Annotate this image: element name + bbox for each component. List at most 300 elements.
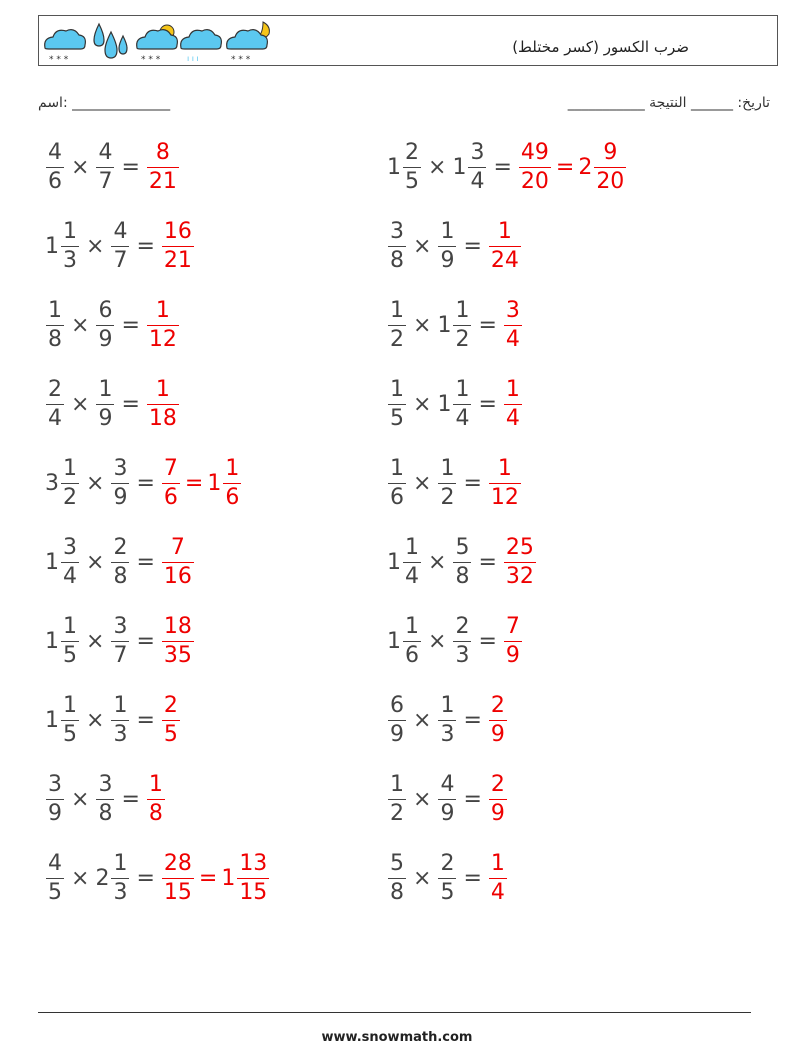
equals-sign: = <box>478 312 497 338</box>
denominator: 6 <box>163 484 178 510</box>
numerator: 7 <box>163 455 178 481</box>
denominator: 2 <box>390 800 404 826</box>
denominator: 9 <box>490 800 505 826</box>
mixed-number <box>437 692 457 747</box>
mixed-number <box>578 139 627 194</box>
fraction <box>96 376 114 431</box>
footer-url: www.snowmath.com <box>321 1030 473 1045</box>
numerator: 3 <box>505 297 520 323</box>
fraction <box>162 534 194 589</box>
denominator: 9 <box>98 405 113 431</box>
numerator: 28 <box>163 850 192 876</box>
mixed-number <box>518 139 552 194</box>
denominator: 7 <box>113 247 128 273</box>
worksheet-title: ضرب الكسور (كسر مختلط) <box>512 38 689 56</box>
times-sign: × <box>71 312 90 338</box>
whole-part: 1 <box>45 549 59 575</box>
mixed-number <box>488 692 508 747</box>
numerator: 3 <box>98 771 113 797</box>
denominator: 8 <box>98 800 113 826</box>
numerator: 5 <box>455 534 470 560</box>
fraction <box>162 455 180 510</box>
mixed-number <box>146 376 180 431</box>
fraction <box>403 139 421 194</box>
mixed-number <box>161 850 195 905</box>
mixed-number <box>437 376 472 431</box>
fraction <box>438 218 456 273</box>
fraction <box>453 297 471 352</box>
denominator: 9 <box>490 721 505 747</box>
mixed-number <box>45 534 80 589</box>
mixed-number <box>45 692 80 747</box>
times-sign: × <box>413 312 432 338</box>
mixed-number <box>387 297 407 352</box>
fraction <box>388 771 406 826</box>
equals-sign: = <box>198 865 218 891</box>
fraction <box>46 376 64 431</box>
mixed-number <box>95 376 115 431</box>
numerator: 4 <box>48 139 62 165</box>
mixed-number <box>503 297 523 352</box>
problem-19 <box>45 846 270 910</box>
mixed-number <box>110 613 130 668</box>
mixed-number <box>207 455 242 510</box>
numerator: 6 <box>390 692 404 718</box>
numerator: 2 <box>490 771 505 797</box>
denominator: 18 <box>148 405 177 431</box>
equals-sign: = <box>136 865 155 891</box>
fraction <box>489 771 507 826</box>
problem-17 <box>45 767 166 831</box>
equals-sign: = <box>136 233 155 259</box>
problem-12 <box>387 530 537 594</box>
numerator: 1 <box>505 376 520 402</box>
svg-text:ı ı ı: ı ı ı <box>187 54 199 63</box>
numerator: 2 <box>455 613 470 639</box>
fraction <box>504 297 522 352</box>
problem-6 <box>387 293 523 357</box>
problem-16 <box>387 688 508 752</box>
problem-4 <box>387 214 522 278</box>
problem-18 <box>387 767 508 831</box>
numerator: 1 <box>390 297 404 323</box>
numerator: 4 <box>98 139 113 165</box>
denominator: 21 <box>163 247 192 273</box>
mixed-number <box>452 613 472 668</box>
equals-sign: = <box>121 391 140 417</box>
problem-3 <box>45 214 195 278</box>
answer <box>146 376 180 431</box>
denominator: 2 <box>63 484 77 510</box>
numerator: 6 <box>98 297 113 323</box>
problem-11 <box>45 530 195 594</box>
denominator: 12 <box>148 326 177 352</box>
denominator: 4 <box>505 326 520 352</box>
denominator: 15 <box>239 879 268 905</box>
numerator: 13 <box>239 850 268 876</box>
denominator: 6 <box>405 642 419 668</box>
fraction <box>468 139 486 194</box>
times-sign: × <box>428 549 447 575</box>
problem-5 <box>45 293 180 357</box>
denominator: 8 <box>148 800 163 826</box>
fraction <box>504 613 522 668</box>
times-sign: × <box>413 707 432 733</box>
denominator: 20 <box>596 168 625 194</box>
denominator: 4 <box>455 405 470 431</box>
answer <box>518 139 627 194</box>
mixed-number <box>452 139 487 194</box>
mixed-number <box>95 297 115 352</box>
whole-part: 1 <box>437 312 452 338</box>
fraction <box>453 534 471 589</box>
numerator: 1 <box>155 376 170 402</box>
denominator: 7 <box>113 642 128 668</box>
denominator: 5 <box>63 721 77 747</box>
denominator: 4 <box>470 168 485 194</box>
denominator: 32 <box>505 563 534 589</box>
whole-part: 1 <box>387 154 401 180</box>
numerator: 2 <box>48 376 62 402</box>
numerator: 3 <box>48 771 62 797</box>
times-sign: × <box>86 233 105 259</box>
numerator: 1 <box>497 218 512 244</box>
denominator: 4 <box>63 563 77 589</box>
equals-sign: = <box>478 628 497 654</box>
denominator: 2 <box>390 326 404 352</box>
mixed-number <box>503 613 523 668</box>
answer <box>146 297 180 352</box>
fraction <box>489 692 507 747</box>
answer <box>503 297 523 352</box>
answer <box>488 218 522 273</box>
date-score-field: تاريخ: ______ النتيجة ___________ <box>567 95 770 111</box>
denominator: 8 <box>390 247 404 273</box>
numerator: 2 <box>490 692 505 718</box>
fraction <box>162 692 180 747</box>
fraction <box>388 692 406 747</box>
times-sign: × <box>413 233 432 259</box>
numerator: 1 <box>490 850 505 876</box>
numerator: 1 <box>455 297 470 323</box>
fraction <box>388 455 406 510</box>
mixed-number <box>387 376 407 431</box>
mixed-number <box>387 850 407 905</box>
answer <box>488 771 508 826</box>
fraction <box>96 771 114 826</box>
fraction <box>388 218 406 273</box>
whole-part: 1 <box>387 628 401 654</box>
denominator: 9 <box>98 326 113 352</box>
numerator: 1 <box>155 297 170 323</box>
svg-text:* * *: * * * <box>49 55 69 64</box>
denominator: 12 <box>490 484 519 510</box>
answer <box>503 376 523 431</box>
mixed-number <box>387 455 407 510</box>
numerator: 4 <box>440 771 455 797</box>
numerator: 3 <box>390 218 404 244</box>
mixed-number <box>387 771 407 826</box>
whole-part: 1 <box>437 391 452 417</box>
problem-14 <box>387 609 523 673</box>
denominator: 8 <box>48 326 62 352</box>
fraction <box>388 376 406 431</box>
mixed-number <box>387 613 422 668</box>
equals-sign: = <box>463 786 482 812</box>
equals-sign: = <box>121 312 140 338</box>
mixed-number <box>45 297 65 352</box>
numerator: 1 <box>440 692 455 718</box>
mixed-number <box>161 455 181 510</box>
mixed-number <box>146 297 180 352</box>
fraction <box>46 139 64 194</box>
numerator: 7 <box>505 613 520 639</box>
answer <box>503 613 523 668</box>
fraction <box>453 376 471 431</box>
denominator: 8 <box>113 563 128 589</box>
answer <box>161 850 270 905</box>
mixed-number <box>437 218 457 273</box>
numerator: 18 <box>163 613 192 639</box>
numerator: 7 <box>170 534 185 560</box>
fraction <box>61 218 79 273</box>
whole-part: 1 <box>45 628 59 654</box>
numerator: 1 <box>405 534 419 560</box>
times-sign: × <box>71 391 90 417</box>
weather-icons <box>41 18 271 64</box>
mixed-number <box>110 218 130 273</box>
denominator: 21 <box>148 168 177 194</box>
times-sign: × <box>71 865 90 891</box>
denominator: 9 <box>113 484 128 510</box>
fraction <box>594 139 626 194</box>
equals-sign: = <box>463 470 482 496</box>
numerator: 2 <box>113 534 128 560</box>
numerator: 4 <box>48 850 62 876</box>
whole-part: 2 <box>578 154 593 180</box>
denominator: 5 <box>48 879 62 905</box>
denominator: 5 <box>390 405 404 431</box>
fraction <box>147 771 165 826</box>
denominator: 3 <box>63 247 77 273</box>
fraction <box>61 613 79 668</box>
mixed-number <box>437 297 472 352</box>
denominator: 24 <box>490 247 519 273</box>
equals-sign: = <box>136 549 155 575</box>
denominator: 8 <box>390 879 404 905</box>
numerator: 1 <box>48 297 62 323</box>
mixed-number <box>45 455 80 510</box>
numerator: 2 <box>163 692 178 718</box>
equals-sign: = <box>463 865 482 891</box>
svg-text:* * *: * * * <box>141 55 161 64</box>
mixed-number <box>437 850 457 905</box>
fraction <box>147 297 179 352</box>
mixed-number <box>45 850 65 905</box>
denominator: 3 <box>113 879 128 905</box>
equals-sign: = <box>136 628 155 654</box>
fraction <box>111 692 129 747</box>
denominator: 3 <box>113 721 128 747</box>
denominator: 9 <box>440 247 455 273</box>
denominator: 6 <box>225 484 240 510</box>
mixed-number <box>45 613 80 668</box>
fraction <box>223 455 241 510</box>
whole-part: 3 <box>45 470 59 496</box>
numerator: 1 <box>405 613 419 639</box>
numerator: 1 <box>63 455 77 481</box>
denominator: 4 <box>48 405 62 431</box>
svg-text:* * *: * * * <box>231 55 251 64</box>
numerator: 8 <box>155 139 170 165</box>
fraction <box>147 376 179 431</box>
fraction <box>61 692 79 747</box>
fraction <box>237 850 269 905</box>
fraction <box>111 613 129 668</box>
numerator: 1 <box>390 455 404 481</box>
numerator: 3 <box>63 534 77 560</box>
answer <box>488 850 508 905</box>
times-sign: × <box>413 786 432 812</box>
header-box <box>38 15 778 66</box>
problem-9 <box>45 451 242 515</box>
fraction <box>111 455 129 510</box>
numerator: 4 <box>113 218 128 244</box>
denominator: 4 <box>505 405 520 431</box>
mixed-number <box>146 139 180 194</box>
answer <box>146 771 166 826</box>
answer <box>161 613 195 668</box>
numerator: 1 <box>98 376 113 402</box>
mixed-number <box>503 376 523 431</box>
fraction <box>438 692 456 747</box>
equals-sign: = <box>555 154 575 180</box>
numerator: 16 <box>163 218 192 244</box>
fraction <box>162 850 194 905</box>
fraction <box>147 139 179 194</box>
problem-20 <box>387 846 508 910</box>
times-sign: × <box>428 628 447 654</box>
fraction <box>61 534 79 589</box>
denominator: 9 <box>440 800 455 826</box>
fraction <box>61 455 79 510</box>
equals-sign: = <box>493 154 512 180</box>
moon-cloud-snow-icon <box>227 22 270 64</box>
name-field: اسم: ______________ <box>38 95 171 111</box>
mixed-number <box>110 692 130 747</box>
mixed-number <box>95 139 115 194</box>
mixed-number <box>437 771 457 826</box>
mixed-number <box>45 771 65 826</box>
numerator: 49 <box>520 139 549 165</box>
equals-sign: = <box>136 470 155 496</box>
fraction <box>46 771 64 826</box>
denominator: 3 <box>440 721 455 747</box>
denominator: 5 <box>63 642 77 668</box>
fraction <box>504 534 536 589</box>
whole-part: 1 <box>387 549 401 575</box>
fraction <box>388 850 406 905</box>
mixed-number <box>452 534 472 589</box>
mixed-number <box>387 218 407 273</box>
numerator: 1 <box>440 218 455 244</box>
fraction <box>438 455 456 510</box>
fraction <box>111 850 129 905</box>
denominator: 9 <box>390 721 404 747</box>
sun-cloud-snow-icon <box>137 25 178 64</box>
whole-part: 1 <box>45 707 59 733</box>
fraction <box>111 534 129 589</box>
whole-part: 1 <box>452 154 467 180</box>
times-sign: × <box>86 628 105 654</box>
fraction <box>403 534 421 589</box>
numerator: 1 <box>63 218 77 244</box>
mixed-number <box>161 613 195 668</box>
denominator: 4 <box>490 879 505 905</box>
numerator: 1 <box>63 613 77 639</box>
mixed-number <box>221 850 270 905</box>
fraction <box>489 218 521 273</box>
denominator: 5 <box>163 721 178 747</box>
mixed-number <box>146 771 166 826</box>
problem-2 <box>387 135 627 199</box>
problem-15 <box>45 688 181 752</box>
answer <box>161 218 195 273</box>
numerator: 1 <box>390 771 404 797</box>
denominator: 16 <box>163 563 192 589</box>
times-sign: × <box>71 786 90 812</box>
numerator: 3 <box>113 613 128 639</box>
whole-part: 2 <box>95 865 110 891</box>
mixed-number <box>161 534 195 589</box>
mixed-number <box>488 771 508 826</box>
fraction <box>489 850 507 905</box>
fraction <box>403 613 421 668</box>
denominator: 15 <box>163 879 192 905</box>
problem-13 <box>45 609 195 673</box>
fraction <box>504 376 522 431</box>
fraction <box>111 218 129 273</box>
times-sign: × <box>86 549 105 575</box>
fraction <box>519 139 551 194</box>
times-sign: × <box>428 154 447 180</box>
times-sign: × <box>413 470 432 496</box>
problem-10 <box>387 451 522 515</box>
answer <box>488 455 522 510</box>
times-sign: × <box>86 470 105 496</box>
numerator: 2 <box>405 139 419 165</box>
equals-sign: = <box>463 233 482 259</box>
answer <box>503 534 537 589</box>
fraction <box>438 771 456 826</box>
times-sign: × <box>86 707 105 733</box>
snow-cloud-icon <box>45 30 86 64</box>
denominator: 9 <box>505 642 520 668</box>
rain-cloud-icon <box>181 30 222 63</box>
problem-8 <box>387 372 523 436</box>
answer <box>146 139 180 194</box>
denominator: 5 <box>405 168 419 194</box>
numerator: 1 <box>225 455 240 481</box>
equals-sign: = <box>478 549 497 575</box>
problem-1 <box>45 135 180 199</box>
numerator: 1 <box>148 771 163 797</box>
denominator: 2 <box>455 326 470 352</box>
equals-sign: = <box>463 707 482 733</box>
mixed-number <box>387 534 422 589</box>
mixed-number <box>110 455 130 510</box>
numerator: 25 <box>505 534 534 560</box>
